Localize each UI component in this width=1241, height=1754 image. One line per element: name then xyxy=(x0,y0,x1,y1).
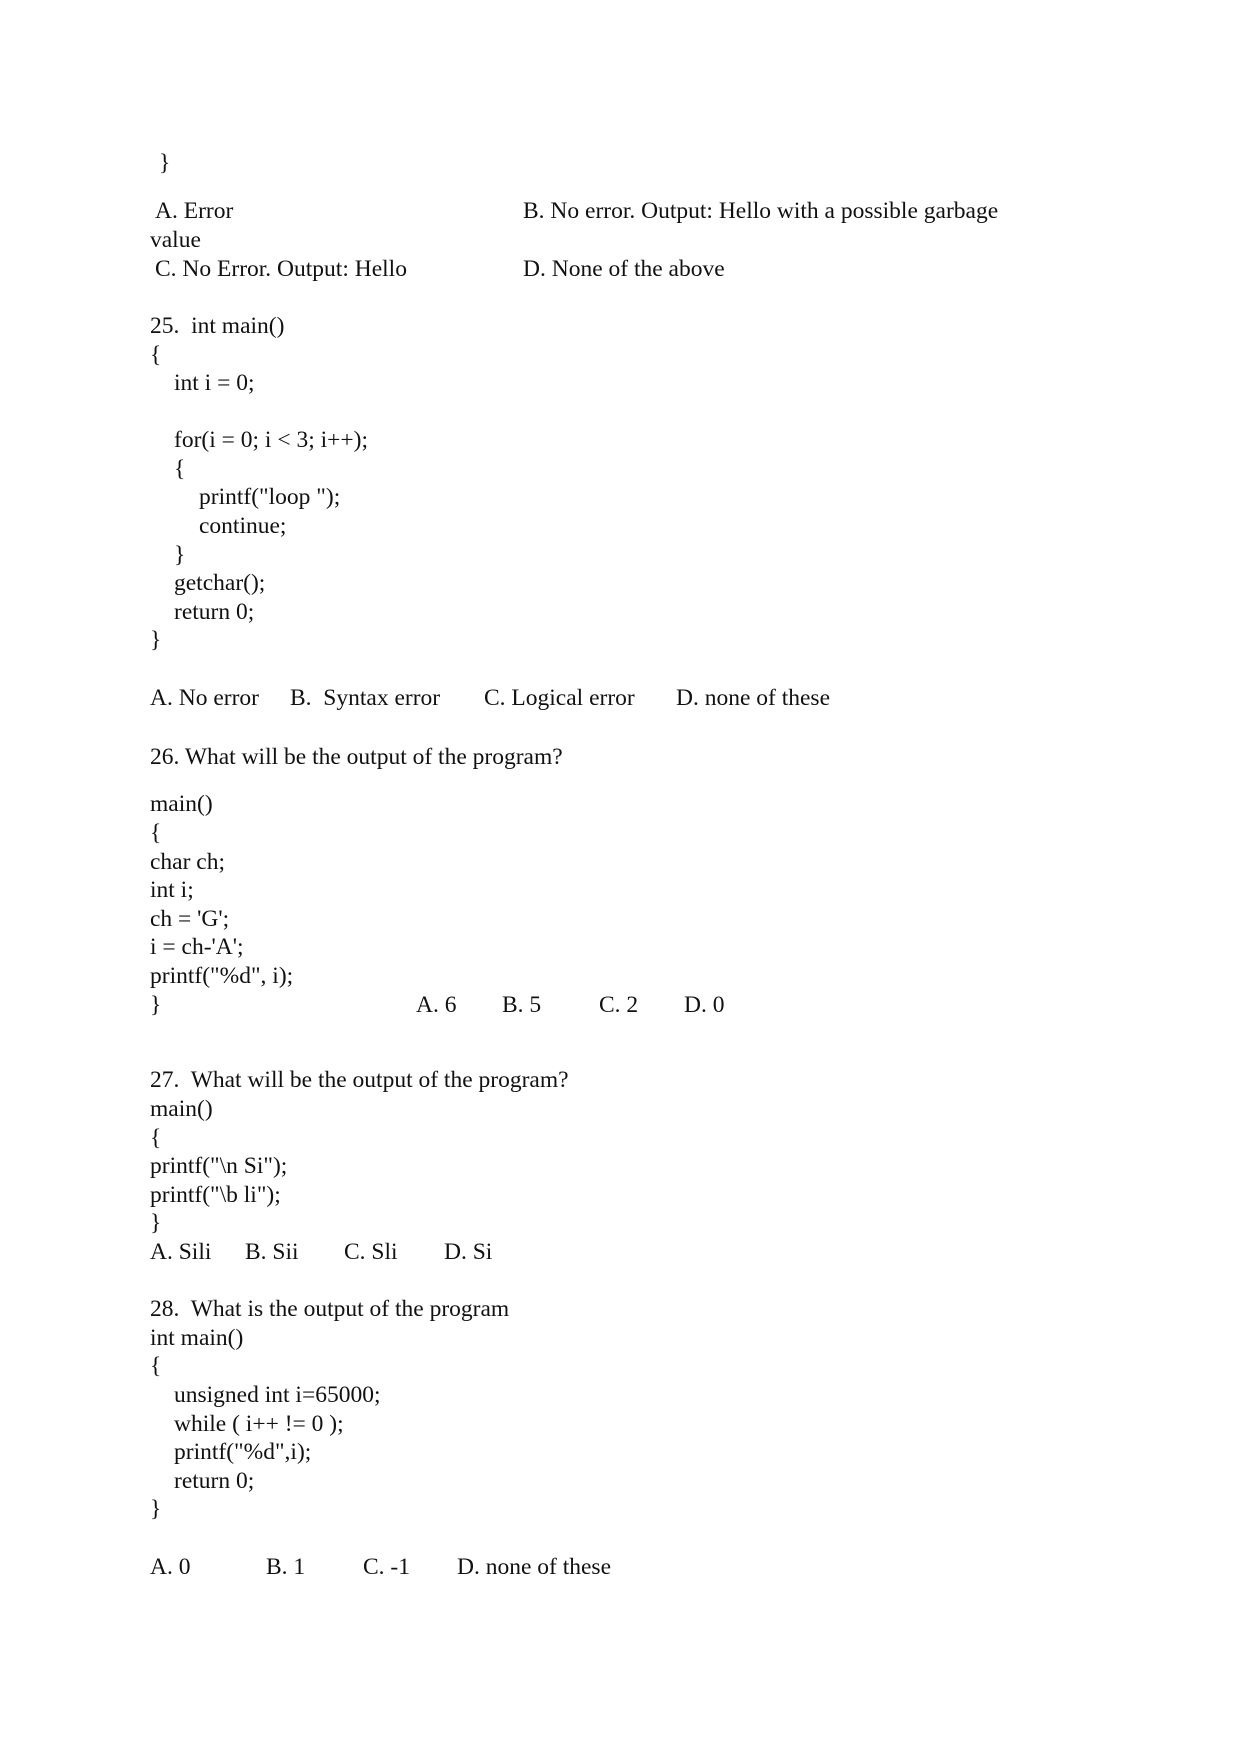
code-line: { xyxy=(150,1353,162,1379)
option-a: A. 0 xyxy=(150,1554,191,1580)
code-line: int i = 0; xyxy=(174,370,255,396)
option-b: B. Sii xyxy=(245,1239,299,1265)
question-title: 27. What will be the output of the program? xyxy=(150,1067,569,1093)
code-line: } xyxy=(150,992,162,1018)
code-line: continue; xyxy=(199,513,287,539)
question-title: 28. What is the output of the program xyxy=(150,1296,510,1322)
option-c: C. Logical error xyxy=(484,685,635,711)
code-line: } xyxy=(174,542,186,568)
question-title: 25. int main() xyxy=(150,313,285,339)
code-line: int main() xyxy=(150,1325,244,1351)
code-line: printf("%d", i); xyxy=(150,963,294,989)
option-c: C. 2 xyxy=(599,992,639,1018)
code-line: } xyxy=(150,1210,162,1236)
option-c: C. -1 xyxy=(363,1554,410,1580)
code-line: printf("loop "); xyxy=(199,484,341,510)
code-line: char ch; xyxy=(150,849,226,875)
option-b: B. Syntax error xyxy=(290,685,441,711)
option-b: B. 5 xyxy=(502,992,542,1018)
code-line: return 0; xyxy=(174,1468,255,1494)
code-line: { xyxy=(150,1125,162,1151)
option-a: A. Error xyxy=(155,198,234,224)
option-d: D. none of these xyxy=(676,685,831,711)
option-b: B. No error. Output: Hello with a possible garbage xyxy=(523,198,999,224)
code-line: printf("%d",i); xyxy=(174,1439,312,1465)
question-title: 26. What will be the output of the program? xyxy=(150,744,563,770)
option-a: A. Sili xyxy=(150,1239,212,1265)
code-line: printf("\b li"); xyxy=(150,1182,281,1208)
option-b-continuation: value xyxy=(150,227,201,253)
code-line: main() xyxy=(150,1096,213,1122)
code-line: printf("\n Si"); xyxy=(150,1153,288,1179)
code-line: main() xyxy=(150,791,213,817)
code-line: i = ch-'A'; xyxy=(150,934,244,960)
option-c: C. No Error. Output: Hello xyxy=(155,256,407,282)
code-line: { xyxy=(150,342,162,368)
code-line: int i; xyxy=(150,877,194,903)
option-d: D. Si xyxy=(444,1239,493,1265)
option-d: D. None of the above xyxy=(523,256,725,282)
option-c: C. Sli xyxy=(344,1239,398,1265)
code-line: { xyxy=(150,820,162,846)
code-line: ch = 'G'; xyxy=(150,906,230,932)
option-b: B. 1 xyxy=(266,1554,306,1580)
code-line: } xyxy=(150,627,162,653)
code-line: } xyxy=(150,1496,162,1522)
code-line: } xyxy=(159,150,171,176)
option-d: D. none of these xyxy=(457,1554,612,1580)
code-line: unsigned int i=65000; xyxy=(174,1382,381,1408)
option-a: A. 6 xyxy=(416,992,457,1018)
code-line: while ( i++ != 0 ); xyxy=(174,1411,344,1437)
option-d: D. 0 xyxy=(684,992,725,1018)
option-a: A. No error xyxy=(150,685,259,711)
code-line: { xyxy=(174,456,186,482)
code-line: return 0; xyxy=(174,599,255,625)
code-line: getchar(); xyxy=(174,570,266,596)
code-line: for(i = 0; i < 3; i++); xyxy=(174,427,368,453)
